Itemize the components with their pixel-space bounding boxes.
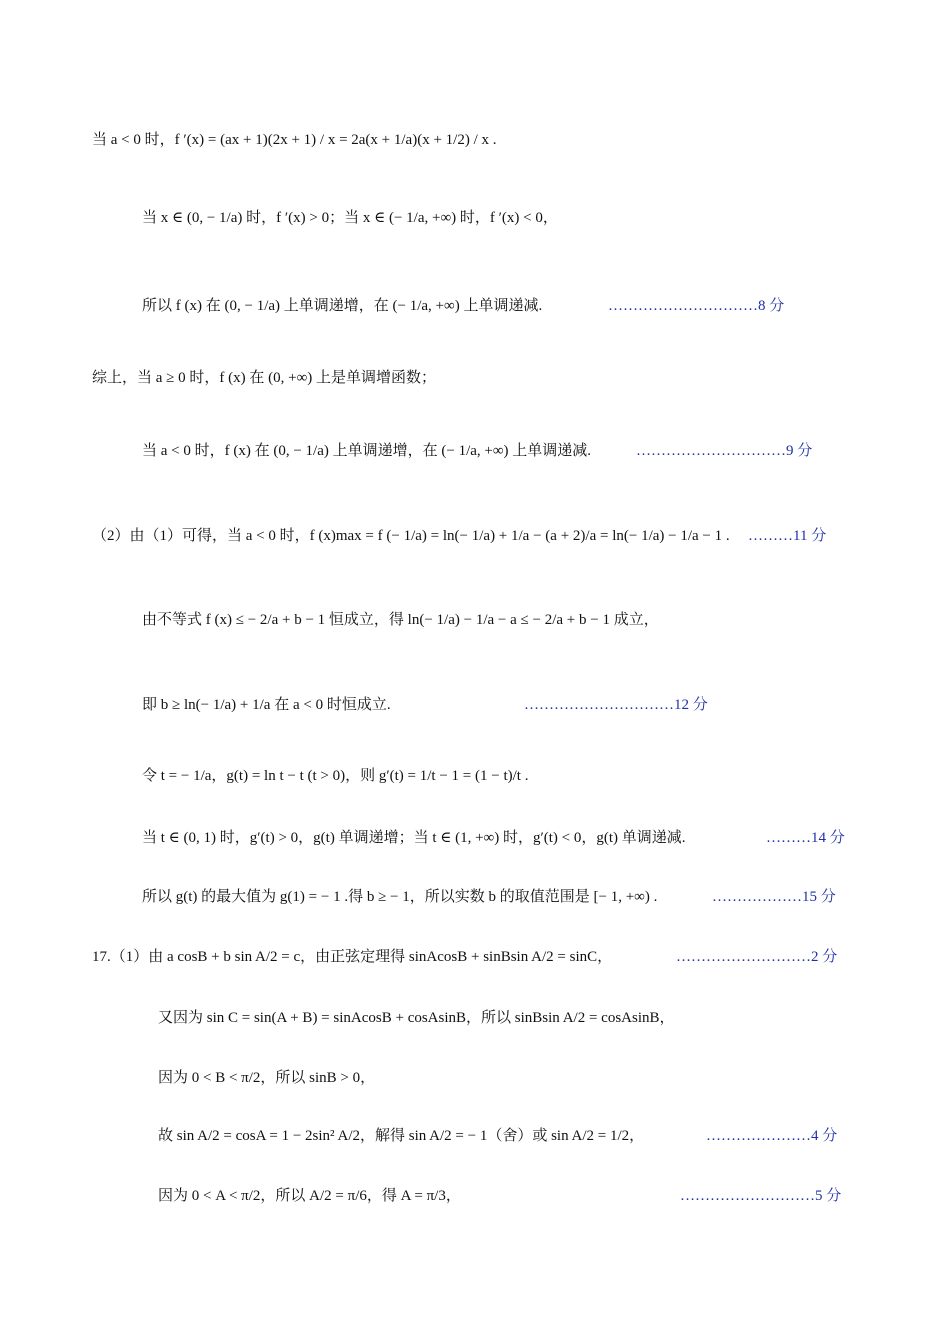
line-15: 故 sin A/2 = cosA = 1 − 2sin² A/2，解得 sin A/2 = − 1（舍）或 sin A/2 = 1/2， [158, 1128, 645, 1144]
line-14: 因为 0 < B < π/2，所以 sinB > 0， [158, 1070, 376, 1086]
score-line-3: …………………………8 分 [608, 298, 785, 314]
line-11: 所以 g(t) 的最大值为 g(1) = − 1 .得 b ≥ − 1，所以实数 b 的取值范围是 [− 1, +∞) . [142, 889, 658, 905]
line-13: 又因为 sin C = sin(A + B) = sinAcosB + cosAsinB，所以 sinBsin A/2 = cosAsinB， [158, 1010, 675, 1026]
line-5: 当 a < 0 时，f (x) 在 (0, − 1/a) 上单调递增，在 (− 1/a, +∞) 上单调递减. [142, 443, 592, 459]
score-line-6: ………11 分 [748, 528, 827, 544]
line-2: 当 x ∈ (0, − 1/a) 时，f ′(x) > 0；当 x ∈ (− 1/a, +∞) 时，f ′(x) < 0， [142, 210, 558, 226]
line-10: 当 t ∈ (0, 1) 时，g′(t) > 0，g(t) 单调递增；当 t ∈ (1, +∞) 时，g′(t) < 0，g(t) 单调递减. [142, 830, 686, 846]
score-line-5: …………………………9 分 [636, 443, 813, 459]
score-line-15: …………………4 分 [706, 1128, 838, 1144]
line-12: 17.（1）由 a cosB + b sin A/2 = c，由正弦定理得 sinAcosB + sinBsin A/2 = sinC， [92, 949, 613, 965]
line-16: 因为 0 < A < π/2，所以 A/2 = π/6，得 A = π/3， [158, 1188, 461, 1204]
line-8: 即 b ≥ ln(− 1/a) + 1/a 在 a < 0 时恒成立. [142, 697, 391, 713]
score-line-8: …………………………12 分 [524, 697, 708, 713]
line-3: 所以 f (x) 在 (0, − 1/a) 上单调递增，在 (− 1/a, +∞) 上单调递减. [142, 298, 543, 314]
score-line-16: ………………………5 分 [680, 1188, 842, 1204]
line-7: 由不等式 f (x) ≤ − 2/a + b − 1 恒成立，得 ln(− 1/a) − 1/a − a ≤ − 2/a + b − 1 成立， [142, 612, 659, 628]
score-line-10: ………14 分 [766, 830, 845, 846]
line-1: 当 a < 0 时，f ′(x) = (ax + 1)(2x + 1) / x = 2a(x + 1/a)(x + 1/2) / x . [92, 132, 497, 148]
score-line-11: ………………15 分 [712, 889, 836, 905]
line-9: 令 t = − 1/a，g(t) = ln t − t (t > 0)，则 g′(t) = 1/t − 1 = (1 − t)/t . [142, 768, 529, 784]
line-4: 综上，当 a ≥ 0 时，f (x) 在 (0, +∞) 上是单调增函数； [92, 370, 437, 386]
line-6: （2）由（1）可得，当 a < 0 时，f (x)max = f (− 1/a) = ln(− 1/a) + 1/a − (a + 2)/a = ln(− 1/a) − 1/a − 1 . [92, 528, 730, 544]
score-line-12: ………………………2 分 [676, 949, 838, 965]
